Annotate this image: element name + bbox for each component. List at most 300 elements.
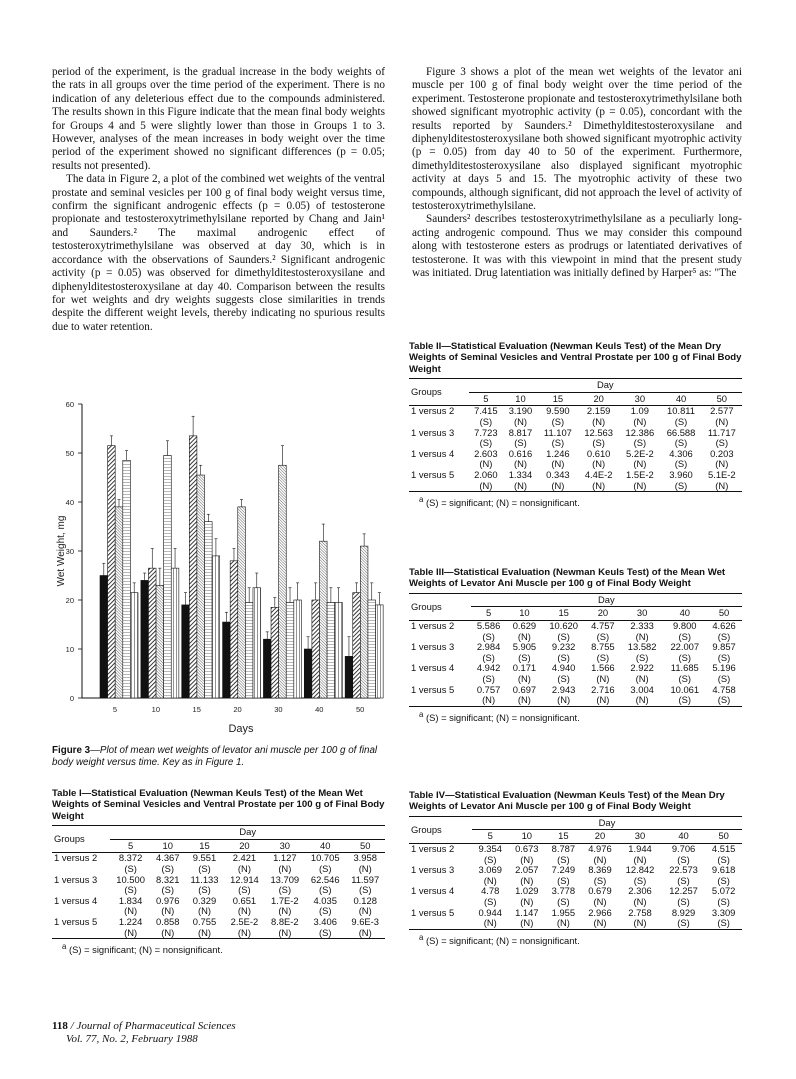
significance-cell: (S) <box>551 437 565 449</box>
table-row <box>409 685 742 696</box>
y-tick-label: 40 <box>65 498 74 507</box>
significance-cell: (S) <box>479 416 493 427</box>
bar <box>205 522 213 698</box>
value-cell: 1.566 <box>591 662 615 674</box>
day-column-header: 10 <box>162 839 173 851</box>
significance-cell: (N) <box>715 458 729 470</box>
bar <box>360 546 368 698</box>
significance-cell: (N) <box>520 874 534 886</box>
value-cell: 2.922 <box>630 662 654 674</box>
value-cell: 0.203 <box>710 447 734 459</box>
significance-cell: (N) <box>278 905 292 917</box>
value-cell: 1.7E-2 <box>271 894 299 906</box>
bar <box>327 602 335 698</box>
value-cell: 4.758 <box>712 683 736 695</box>
paragraph: period of the experiment, is the gradual increase in the body weights of the rats in all groups over the time period of the experiment. There is no indication of any deleterious effect due to the compounds administered. The results shown in this Figure indicate that the mean final body weights for Groups 4 and 5 were slightly lower than those in Groups 1 to 3. However, analyses of the mean increases in body weight over the time period of the experiment showed no significant differences (p = 0.05; results not presented). <box>52 66 385 172</box>
significance-cell: (S) <box>633 874 647 886</box>
significance-cell: (N) <box>237 926 251 938</box>
significance-cell: (S) <box>674 437 688 449</box>
significance-cell: (N) <box>633 917 647 929</box>
significance-cell: (S) <box>551 416 565 427</box>
value-cell: 5.1E-2 <box>708 468 736 480</box>
bar <box>263 639 271 698</box>
significance-cell: (N) <box>592 479 606 491</box>
value-cell: 2.984 <box>476 641 501 653</box>
value-cell: 0.673 <box>515 843 539 854</box>
day-column-header: 40 <box>675 392 687 404</box>
group-cell: 1 versus 4 <box>411 885 455 897</box>
table-title: Table IV—Statistical Evaluation (Newman Keuls Test) of the Mean Dry Weights of Levator Ani Muscle per 100 g of Final Body Weight <box>409 790 725 813</box>
value-cell: 4.626 <box>712 620 736 631</box>
day-column-header: 30 <box>279 839 291 851</box>
significance-cell: (N) <box>197 905 211 917</box>
table-1 <box>52 788 385 955</box>
bar <box>294 600 302 698</box>
x-tick-label: 40 <box>315 705 324 714</box>
day-column-header: 5 <box>485 607 492 619</box>
significance-cell: (S) <box>318 884 332 896</box>
value-cell: 11.685 <box>670 662 699 674</box>
journal-volume: Vol. 77, No. 2, February 1988 <box>66 1033 198 1045</box>
value-cell: 11.133 <box>190 873 219 885</box>
value-cell: 3.958 <box>353 852 377 864</box>
group-cell: 1 versus 5 <box>54 915 98 927</box>
significance-cell: (S) <box>717 874 730 886</box>
significance-cell: (S) <box>674 458 688 470</box>
significance-cell: (S) <box>557 853 570 865</box>
significance-cell: (S) <box>514 437 527 449</box>
bar <box>156 585 164 698</box>
paragraph: Saunders² describes testosteroxytrimethylsilane as a peculiarly long-acting androgenic compound. Thus we may consider this compound along with testosterone esters as prodrugs or latentiated derivatives of testosterone. It was with this viewpoint in mind that the present study was initiated. Drug latentiation was initially defined by Harper⁵ as: "The <box>412 213 742 280</box>
bar <box>319 541 327 698</box>
value-cell: 3.190 <box>508 405 533 417</box>
value-cell: 0.329 <box>192 894 217 906</box>
value-cell: 66.588 <box>666 426 696 438</box>
table-title: Table III—Statistical Evaluation (Newman Keuls Test) of the Mean Wet Weights of Levator Ani Muscle per 100 g of Final Body Weight <box>409 567 726 590</box>
x-tick-label: 20 <box>233 705 242 714</box>
table-2 <box>409 341 742 508</box>
significance-cell: (S) <box>677 917 690 929</box>
value-cell: 2.333 <box>630 620 654 631</box>
day-column-header: 10 <box>521 830 533 842</box>
value-cell: 4.4E-2 <box>584 468 613 480</box>
day-column-header: 40 <box>679 607 690 619</box>
y-tick-label: 30 <box>65 547 74 556</box>
value-cell: 0.629 <box>512 620 537 631</box>
significance-cell: (S) <box>633 437 647 449</box>
caption-label: Figure 3 <box>52 745 91 756</box>
table-row <box>409 844 742 855</box>
table-row-significance <box>52 928 385 939</box>
significance-cell: (S) <box>678 651 692 663</box>
day-column-header: 15 <box>552 392 564 404</box>
significance-cell: (N) <box>278 926 292 938</box>
significance-cell: (N) <box>633 853 647 865</box>
value-cell: 3.004 <box>630 683 654 695</box>
table-row-significance <box>409 695 742 706</box>
bar <box>171 568 179 698</box>
table-title: Table II—Statistical Evaluation (Newman Keuls Test) of the Mean Dry Weights of Seminal Vesicles and Ventral Prostate per 100 g of Final Body Weight <box>409 341 742 375</box>
table-row <box>409 406 742 417</box>
significance-cell: (S) <box>358 884 372 896</box>
day-column-header: 5 <box>483 392 489 404</box>
significance-cell: (S) <box>596 651 610 663</box>
day-column-header: 20 <box>597 607 609 619</box>
significance-cell: (N) <box>520 917 534 929</box>
table-title: Table I—Statistical Evaluation (Newman Keuls Test) of the Mean Wet Weights of Seminal Vesicles and Ventral Prostate per 100 g of Final Body Weight <box>52 788 385 822</box>
caption-text: —Plot of mean wet weights of levator ani muscle per 100 g of final body weight versus time. Key as in Figure 1. <box>52 745 378 768</box>
day-column-header: 15 <box>199 839 210 851</box>
value-cell: 11.597 <box>351 873 380 885</box>
value-cell: 2.5E-2 <box>230 915 259 927</box>
x-tick-label: 10 <box>151 705 161 714</box>
value-cell: 2.966 <box>588 906 612 918</box>
value-cell: 1.127 <box>273 852 297 864</box>
left-column-text <box>52 66 385 334</box>
significance-cell: (S) <box>717 672 731 684</box>
day-column-header: 50 <box>359 839 371 851</box>
group-cell: 1 versus 5 <box>411 683 455 695</box>
bar <box>223 622 231 698</box>
value-cell: 4.515 <box>711 843 736 854</box>
bar <box>230 561 238 698</box>
significance-cell: (S) <box>198 863 211 874</box>
groups-header: Groups <box>411 600 442 612</box>
significance-cell: (S) <box>479 437 493 449</box>
day-column-header: 30 <box>634 392 646 404</box>
value-cell: 8.755 <box>591 641 615 653</box>
group-cell: 1 versus 3 <box>411 864 455 876</box>
bar <box>376 605 384 698</box>
table-body <box>409 816 742 930</box>
y-tick-label: 60 <box>65 400 74 409</box>
table-row-significance <box>409 417 742 428</box>
significance-cell: (S) <box>674 416 688 427</box>
significance-cell: (N) <box>479 458 493 470</box>
day-column-header: 5 <box>487 830 493 842</box>
significance-cell: (N) <box>358 905 372 917</box>
significance-cell: (N) <box>592 416 606 427</box>
table-footnote: $^a$ (S) = significant; (N) = nonsignificant. <box>419 495 580 509</box>
significance-cell: (S) <box>635 651 649 663</box>
significance-cell: (S) <box>717 694 731 706</box>
value-cell: 0.651 <box>232 894 257 906</box>
significance-cell: (S) <box>124 884 137 896</box>
significance-cell: (S) <box>557 874 570 886</box>
table-row-significance <box>409 897 742 908</box>
value-cell: 4.940 <box>551 662 576 674</box>
table-row-significance <box>52 864 385 875</box>
day-header: Day <box>110 826 385 840</box>
day-column-header: 50 <box>718 830 729 842</box>
significance-cell: (S) <box>318 926 332 938</box>
day-column-header: 15 <box>558 607 569 619</box>
significance-cell: (S) <box>717 895 730 907</box>
significance-cell: (S) <box>717 917 730 929</box>
value-cell: 2.159 <box>586 405 611 417</box>
value-cell: 1.09 <box>630 405 649 417</box>
table-4 <box>409 790 742 946</box>
significance-cell: (S) <box>717 651 731 663</box>
group-cell: 1 versus 3 <box>54 873 98 885</box>
significance-cell: (S) <box>483 895 497 907</box>
group-cell: 1 versus 2 <box>54 852 98 864</box>
groups-header: Groups <box>411 823 442 835</box>
bar <box>286 602 294 698</box>
significance-cell: (N) <box>520 895 534 907</box>
value-cell: 0.757 <box>476 683 501 695</box>
significance-cell: (S) <box>318 863 332 874</box>
table-row-significance <box>409 918 742 929</box>
value-cell: 2.716 <box>591 683 615 695</box>
group-cell: 1 versus 4 <box>411 447 455 459</box>
group-cell: 1 versus 2 <box>411 620 455 631</box>
x-tick-label: 5 <box>112 705 118 714</box>
day-header: Day <box>471 593 742 607</box>
significance-cell: (N) <box>124 905 138 917</box>
value-cell: 22.007 <box>670 641 700 653</box>
y-axis-label: Wet Weight, mg <box>56 515 67 587</box>
significance-cell: (S) <box>677 853 690 865</box>
value-cell: 8.321 <box>156 873 180 885</box>
value-cell: 12.563 <box>584 426 613 438</box>
bar <box>182 605 190 698</box>
value-cell: 9.857 <box>712 641 736 653</box>
y-tick-label: 50 <box>65 449 74 458</box>
significance-cell: (N) <box>517 672 531 684</box>
table-body <box>409 378 742 492</box>
value-cell: 8.929 <box>671 906 696 918</box>
value-cell: 1.944 <box>628 843 652 854</box>
value-cell: 1.955 <box>551 906 576 918</box>
bar <box>279 465 287 698</box>
significance-cell: (S) <box>557 651 570 663</box>
table-row-significance <box>409 481 742 492</box>
significance-cell: (N) <box>593 917 607 929</box>
value-cell: 9.232 <box>551 641 576 653</box>
bar <box>197 475 205 698</box>
x-tick-label: 15 <box>192 705 201 714</box>
value-cell: 9.6E-3 <box>351 915 380 927</box>
day-column-header: 30 <box>636 607 648 619</box>
significance-cell: (N) <box>593 895 607 907</box>
group-cell: 1 versus 2 <box>411 843 455 854</box>
table-row <box>409 621 742 632</box>
table-body <box>409 593 742 707</box>
table-row <box>409 449 742 460</box>
value-cell: 12.257 <box>669 885 698 897</box>
value-cell: 11.717 <box>707 426 736 438</box>
bar <box>271 607 279 698</box>
significance-cell: (S) <box>238 884 251 896</box>
value-cell: 0.976 <box>156 894 180 906</box>
significance-cell: (N) <box>517 630 531 642</box>
value-cell: 3.069 <box>478 864 502 876</box>
value-cell: 2.758 <box>628 906 652 918</box>
significance-cell: (N) <box>237 863 251 874</box>
group-cell: 1 versus 3 <box>411 426 455 438</box>
significance-cell: (S) <box>678 672 692 684</box>
significance-cell: (S) <box>482 672 495 684</box>
significance-cell: (S) <box>678 630 692 642</box>
value-cell: 0.679 <box>588 885 612 897</box>
bar <box>253 588 261 698</box>
value-cell: 2.603 <box>474 447 498 459</box>
value-cell: 9.618 <box>711 864 736 876</box>
significance-cell: (N) <box>557 694 571 706</box>
value-cell: 13.709 <box>270 873 300 885</box>
bar <box>238 507 246 698</box>
group-cell: 1 versus 5 <box>411 906 455 918</box>
x-tick-label: 30 <box>274 705 283 714</box>
x-tick-label: 50 <box>355 705 365 714</box>
significance-cell: (N) <box>551 458 565 470</box>
value-cell: 22.573 <box>669 864 698 876</box>
value-cell: 12.386 <box>625 426 655 438</box>
day-column-header: 10 <box>519 607 530 619</box>
bar <box>345 656 353 698</box>
table-body <box>52 825 385 939</box>
value-cell: 4.757 <box>591 620 615 631</box>
value-cell: 5.2E-2 <box>626 447 654 459</box>
value-cell: 4.942 <box>476 662 501 674</box>
day-header: Day <box>469 379 742 393</box>
value-cell: 4.976 <box>588 843 612 854</box>
value-cell: 0.171 <box>512 662 537 674</box>
journal-name: / Journal of Pharmaceutical Sciences <box>70 1020 236 1032</box>
y-tick-label: 0 <box>69 694 74 703</box>
value-cell: 7.723 <box>474 426 498 438</box>
significance-cell: (S) <box>678 694 692 706</box>
value-cell: 1.334 <box>508 468 533 480</box>
chart-bars <box>100 416 383 698</box>
value-cell: 0.128 <box>353 894 377 906</box>
value-cell: 2.577 <box>710 405 734 417</box>
table-row <box>52 917 385 928</box>
table-row <box>409 865 742 876</box>
significance-cell: (N) <box>633 895 647 907</box>
significance-cell: (S) <box>592 437 605 449</box>
y-tick-label: 10 <box>65 645 74 654</box>
significance-cell: (N) <box>161 926 175 938</box>
significance-cell: (N) <box>551 479 565 491</box>
value-cell: 12.842 <box>625 864 655 876</box>
significance-cell: (S) <box>596 630 610 642</box>
day-column-header: 50 <box>716 392 728 404</box>
significance-cell: (S) <box>482 630 495 642</box>
value-cell: 4.78 <box>481 885 500 897</box>
significance-cell: (S) <box>483 853 497 865</box>
value-cell: 0.755 <box>192 915 217 927</box>
significance-cell: (S) <box>715 437 729 449</box>
bar <box>108 446 116 698</box>
paragraph: Figure 3 shows a plot of the mean wet weights of the levator ani muscle per 100 g of final body weight over the time period of the experiment. Testosterone propionate and testosteroxytrimethylsilane both showed significant myotrophic activity (p = 0.05), concordant with the results reported by Saunders.² Dimethylditestosteroxysilane and diphenylditestosteroxysilane both showed significant myotrophic activity (p = 0.05) from day 40 to 50 of the experiment. Furthermore, dimethylditestosteroxysilane also displayed significant myotrophic activity at days 5 and 15. The myotrophic activity of these two compounds, although significant, did not approach the level of activity of testosteroxytrimethylsilane. <box>412 66 742 213</box>
significance-cell: (N) <box>513 458 527 470</box>
significance-cell: (N) <box>124 926 138 938</box>
bar <box>130 593 138 698</box>
value-cell: 0.697 <box>512 683 537 695</box>
significance-cell: (N) <box>592 458 606 470</box>
significance-cell: (N) <box>358 926 372 938</box>
table-row <box>409 886 742 897</box>
value-cell: 8.8E-2 <box>271 915 299 927</box>
significance-cell: (N) <box>520 853 534 865</box>
day-column-header: 40 <box>678 830 689 842</box>
value-cell: 8.787 <box>551 843 576 854</box>
value-cell: 5.072 <box>711 885 736 897</box>
day-column-header: 5 <box>127 839 134 851</box>
value-cell: 2.060 <box>474 468 498 480</box>
significance-cell: (S) <box>161 884 174 896</box>
value-cell: 10.620 <box>549 620 578 631</box>
value-cell: 10.500 <box>116 873 145 885</box>
value-cell: 13.582 <box>627 641 657 653</box>
significance-cell: (S) <box>717 630 731 642</box>
bar <box>304 649 312 698</box>
value-cell: 5.196 <box>712 662 736 674</box>
significance-cell: (S) <box>124 863 137 874</box>
significance-cell: (N) <box>556 917 570 929</box>
value-cell: 0.944 <box>478 906 502 918</box>
value-cell: 7.415 <box>474 405 498 417</box>
significance-cell: (N) <box>715 416 729 427</box>
table-row <box>409 908 742 919</box>
table-footnote: $^a$ (S) = significant; (N) = nonsignificant. <box>419 932 580 946</box>
table-row <box>409 428 742 439</box>
value-cell: 9.590 <box>546 405 570 417</box>
bar <box>148 568 156 698</box>
value-cell: 2.943 <box>551 683 576 695</box>
value-cell: 3.406 <box>313 915 337 927</box>
value-cell: 5.905 <box>512 641 537 653</box>
value-cell: 10.061 <box>670 683 700 695</box>
day-column-header: 20 <box>594 830 606 842</box>
significance-cell: (S) <box>557 895 570 907</box>
significance-cell: (N) <box>593 853 607 865</box>
table-row <box>409 663 742 674</box>
x-axis-label: Days <box>228 723 254 735</box>
value-cell: 3.778 <box>551 885 576 897</box>
day-column-header: 15 <box>558 830 569 842</box>
value-cell: 1.834 <box>118 894 143 906</box>
paragraph: The data in Figure 2, a plot of the combined wet weights of the ventral prostate and seminal vesicles per 100 g of final body weight versus time, confirm the significant androgenic effects (p = 0.05) of testosterone propionate and testosteroxytrimethylsilane reported by Chang and Jain¹ and Saunders.² The maximal androgenic effect of testosteroxytrimethylsilane was observed at day 30, which is in accordance with the observations of Saunders.² Significant androgenic activity (p = 0.05) was observed for dimethylditestosteroxysilane and diphenylditestosteroxysilane at day 40. Comparison between the results for wet weights and dry weights suggests close similarities in trends despite the different weight levels, thereby indicating no spurious results due to water retention. <box>52 173 385 333</box>
bar <box>212 556 220 698</box>
value-cell: 9.354 <box>478 843 502 854</box>
value-cell: 1.029 <box>515 885 539 897</box>
value-cell: 62.546 <box>310 873 340 885</box>
value-cell: 10.705 <box>310 852 340 864</box>
group-cell: 1 versus 5 <box>411 468 455 480</box>
table-row <box>52 875 385 886</box>
bar <box>141 580 149 698</box>
significance-cell: (S) <box>593 874 607 886</box>
value-cell: 4.306 <box>669 447 693 459</box>
significance-cell: (N) <box>633 416 647 427</box>
significance-cell: (S) <box>482 651 495 663</box>
significance-cell: (S) <box>318 905 332 917</box>
group-cell: 1 versus 3 <box>411 641 455 653</box>
significance-cell: (N) <box>633 479 647 491</box>
bar <box>245 602 253 698</box>
bar <box>123 460 131 698</box>
significance-cell: (N) <box>517 694 531 706</box>
significance-cell: (S) <box>161 863 174 874</box>
value-cell: 1.246 <box>546 447 570 459</box>
table-3 <box>409 567 742 723</box>
significance-cell: (N) <box>237 905 251 917</box>
significance-cell: (N) <box>483 917 497 929</box>
table-row <box>409 642 742 653</box>
